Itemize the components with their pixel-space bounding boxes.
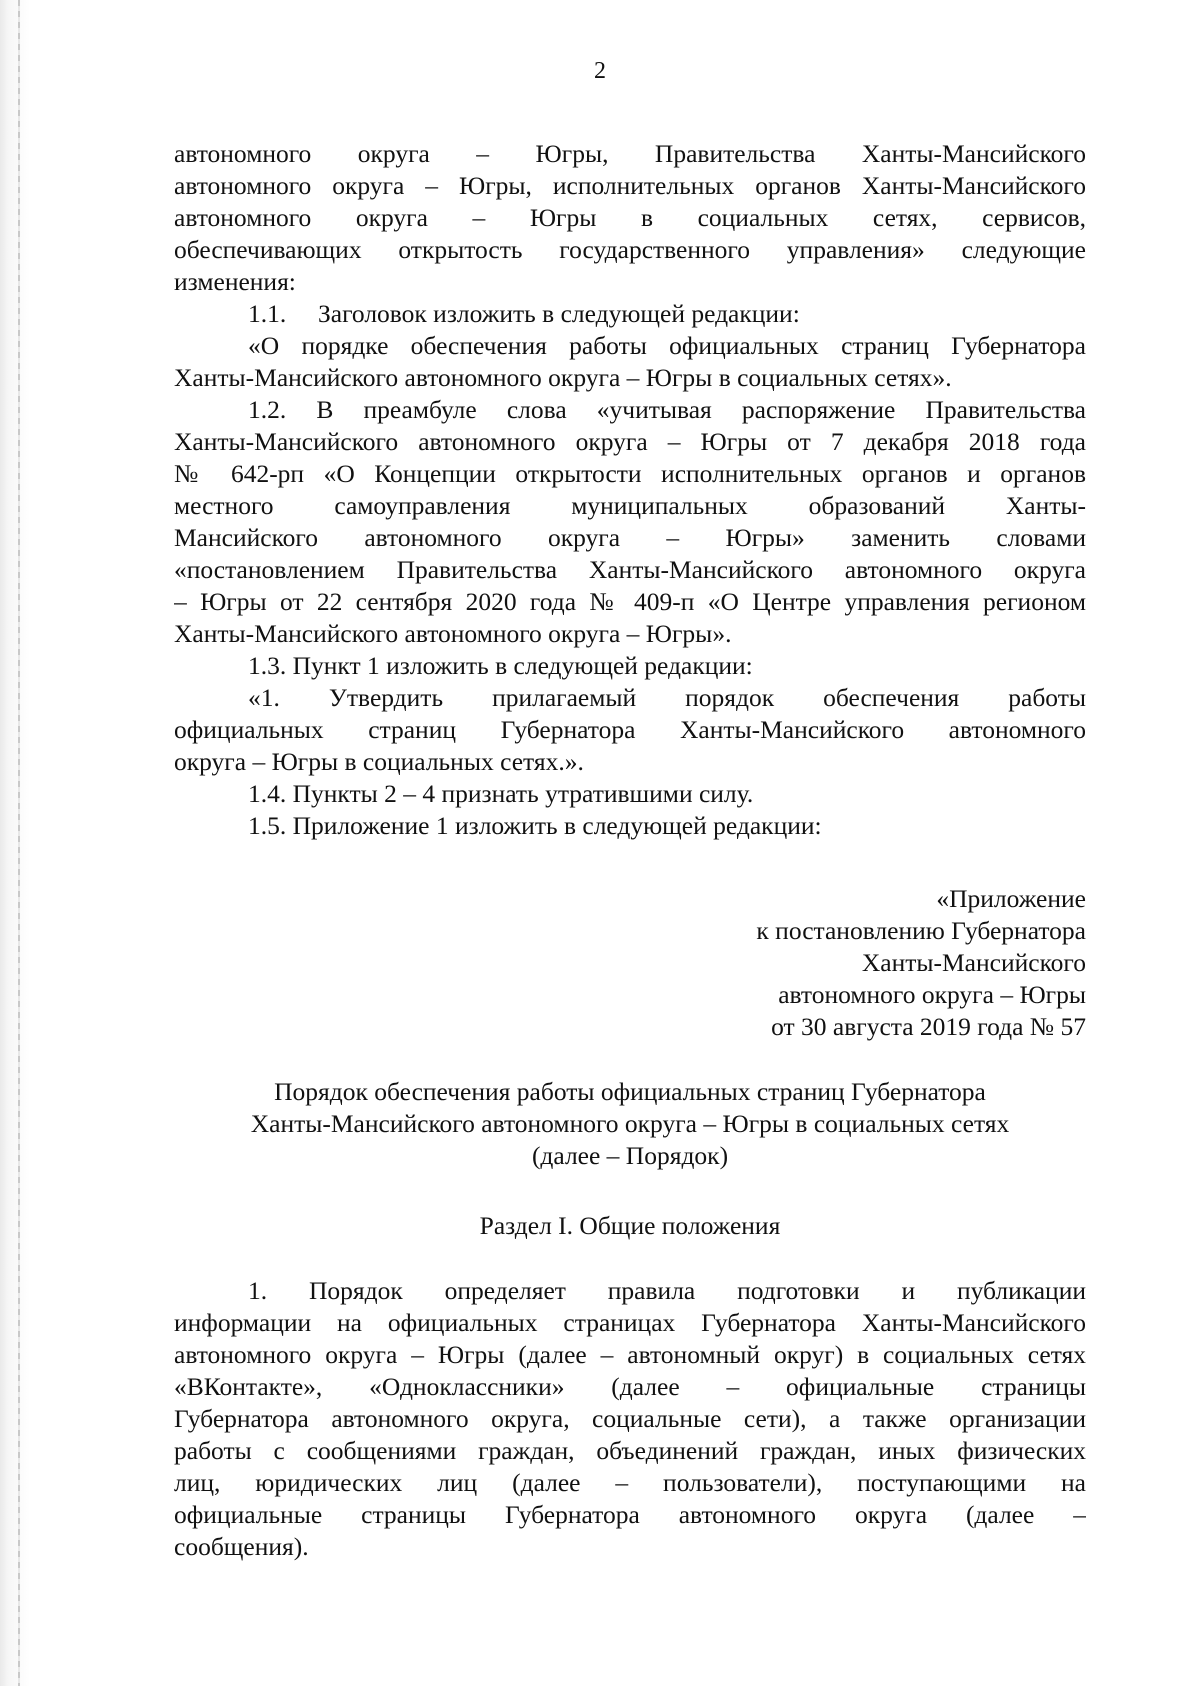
item-1-1-quote-line: «О порядке обеспечения работы официальных страниц Губернатора	[248, 331, 1086, 360]
intro-line: изменения:	[174, 267, 296, 296]
point-1-line: официальные страницы Губернатора автономного округа (далее –	[174, 1500, 1086, 1529]
page-number: 2	[594, 58, 606, 84]
order-title-line: Порядок обеспечения работы официальных страниц Губернатора	[274, 1077, 986, 1106]
item-1-3-quote-line: округа – Югры в социальных сетях.».	[174, 747, 584, 776]
item-1-4-text: 1.4. Пункты 2 – 4 признать утратившими силу.	[248, 779, 754, 808]
point-1-line: информации на официальных страницах Губернатора Ханты-Мансийского	[174, 1308, 1086, 1337]
intro-line: автономного округа – Югры, Правительства Ханты-Мансийского	[174, 139, 1086, 168]
item-1-3-quote-line: «1. Утвердить прилагаемый порядок обеспечения работы	[248, 683, 1086, 712]
point-1-paragraph	[174, 1275, 1086, 1563]
section-heading: Раздел I. Общие положения	[479, 1211, 781, 1240]
intro-paragraph	[174, 138, 1086, 298]
item-1-2-line: Ханты-Мансийского автономного округа – Югры».	[174, 619, 732, 648]
appendix-line: автономного округа – Югры	[778, 980, 1086, 1009]
item-1-3	[174, 650, 1086, 778]
item-1-5-text: 1.5. Приложение 1 изложить в следующей редакции:	[248, 811, 822, 840]
amendments-body	[174, 138, 1086, 842]
appendix-line: «Приложение	[936, 884, 1086, 913]
item-1-2-line: Ханты-Мансийского автономного округа – Югры от 7 декабря 2018 года	[174, 427, 1086, 456]
order-title-line: Ханты-Мансийского автономного округа – Югры в социальных сетях	[250, 1109, 1010, 1138]
point-1-line: сообщения).	[174, 1532, 309, 1561]
item-1-4	[174, 778, 1086, 810]
appendix-line: к постановлению Губернатора	[756, 916, 1086, 945]
appendix-line: от 30 августа 2019 года № 57	[771, 1012, 1086, 1041]
point-1-line: лиц, юридических лиц (далее – пользователи), поступающими на	[174, 1468, 1086, 1497]
order-title-line: (далее – Порядок)	[531, 1141, 729, 1170]
item-1-2-line: «постановлением Правительства Ханты-Мансийского автономного округа	[174, 555, 1086, 584]
item-1-1-quote-line: Ханты-Мансийского автономного округа – Югры в социальных сетях».	[174, 363, 952, 392]
intro-line: обеспечивающих открытость государственного управления» следующие	[174, 235, 1086, 264]
point-1-line: работы с сообщениями граждан, объединений граждан, иных физических	[174, 1436, 1086, 1465]
appendix-header	[756, 883, 1086, 1043]
order-title	[174, 1076, 1086, 1172]
scan-edge-shadow	[0, 0, 30, 1686]
item-1-3-quote-line: официальных страниц Губернатора Ханты-Мансийского автономного	[174, 715, 1086, 744]
item-1-1	[174, 298, 1086, 394]
item-1-3-text: 1.3. Пункт 1 изложить в следующей редакции:	[248, 651, 753, 680]
point-1-line: 1. Порядок определяет правила подготовки и публикации	[248, 1276, 1086, 1305]
item-1-2-line: Мансийского автономного округа – Югры» заменить словами	[174, 523, 1086, 552]
point-1-line: «ВКонтакте», «Одноклассники» (далее – официальные страницы	[174, 1372, 1086, 1401]
item-1-1-text: Заголовок изложить в следующей редакции:	[318, 299, 800, 328]
appendix-line: Ханты-Мансийского	[861, 948, 1086, 977]
scan-edge-line	[18, 0, 20, 1686]
item-1-2-line: местного самоуправления муниципальных образований Ханты-	[174, 491, 1086, 520]
point-1-line: Губернатора автономного округа, социальные сети), а также организации	[174, 1404, 1086, 1433]
item-1-5	[174, 810, 1086, 842]
item-1-2-line: – Югры от 22 сентября 2020 года № 409-п «О Центре управления регионом	[174, 587, 1086, 616]
intro-line: автономного округа – Югры в социальных сетях, сервисов,	[174, 203, 1086, 232]
intro-line: автономного округа – Югры, исполнительных органов Ханты-Мансийского	[174, 171, 1086, 200]
item-1-2-line: № 642-рп «О Концепции открытости исполнительных органов и органов	[174, 459, 1086, 488]
point-1-line: автономного округа – Югры (далее – автономный округ) в социальных сетях	[174, 1340, 1086, 1369]
item-1-2	[174, 394, 1086, 650]
item-1-2-line: 1.2. В преамбуле слова «учитывая распоряжение Правительства	[248, 395, 1086, 424]
item-1-1-number: 1.1.	[248, 299, 287, 328]
